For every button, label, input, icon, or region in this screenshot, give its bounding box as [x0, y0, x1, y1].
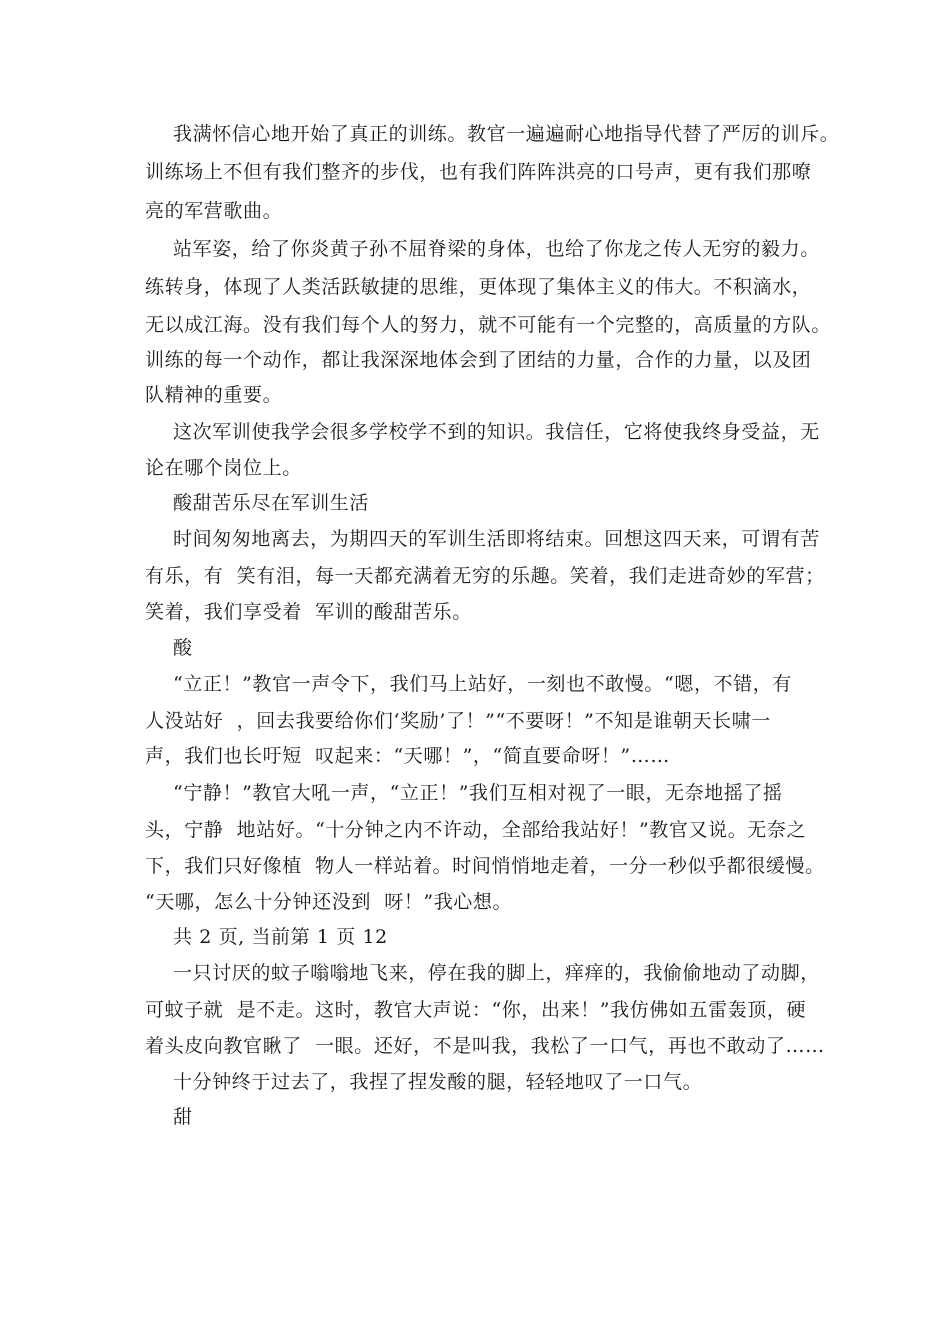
paragraph-line: 无以成江海。没有我们每个人的努力，就不可能有一个完整的，高质量的方队。 — [145, 314, 832, 336]
paragraph-line: 时间匆匆地离去，为期四天的军训生活即将结束。回想这四天来，可谓有苦 — [173, 528, 820, 550]
section-heading: 酸甜苦乐尽在军训生活 — [173, 492, 370, 514]
paragraph-line: 训练场上不但有我们整齐的步伐，也有我们阵阵洪亮的口号声，更有我们那嘹 — [145, 161, 812, 183]
paragraph-line: 下，我们只好像植 物人一样站着。时间悄悄地走着，一分一秒似乎都很缓慢。 — [145, 855, 825, 877]
paragraph-line: 训练的每一个动作，都让我深深地体会到了团结的力量，合作的力量，以及团 — [145, 349, 812, 371]
paragraph-line: 着头皮向教官瞅了 一眼。还好，不是叫我，我松了一口气，再也不敢动了…… — [145, 1035, 825, 1057]
paragraph-line: “天哪，怎么十分钟还没到 呀！”我心想。 — [145, 891, 513, 913]
paragraph-line: 论在哪个岗位上。 — [145, 457, 302, 479]
paragraph-line: 练转身，体现了人类活跃敏捷的思维，更体现了集体主义的伟大。不积滴水， — [145, 276, 812, 298]
page-counter: 共 2 页, 当前第 1 页 12 — [173, 926, 388, 948]
paragraph-line: 站军姿，给了你炎黄子孙不屈脊梁的身体，也给了你龙之传人无穷的毅力。 — [173, 238, 820, 260]
paragraph-line: 笑着，我们享受着 军训的酸甜苦乐。 — [145, 601, 472, 623]
paragraph-line: 这次军训使我学会很多学校学不到的知识。我信任，它将使我终身受益，无 — [173, 421, 820, 443]
paragraph-line: “宁静！”教官大吼一声，“立正！”我们互相对视了一眼，无奈地摇了摇 — [173, 782, 783, 804]
paragraph-line: 头，宁静 地站好。“十分钟之内不许动，全部给我站好！”教官又说。无奈之 — [145, 819, 807, 841]
paragraph-line: 有乐，有 笑有泪，每一天都充满着无穷的乐趣。笑着，我们走进奇妙的军营； — [145, 565, 825, 587]
paragraph-line: “立正！”教官一声令下，我们马上站好，一刻也不敢慢。“嗯，不错，有 — [173, 673, 792, 695]
subsection-heading: 甜 — [173, 1106, 193, 1128]
paragraph-line: 可蚊子就 是不走。这时，教官大声说：“你，出来！”我仿佛如五雷轰顶，硬 — [145, 999, 807, 1021]
paragraph-line: 我满怀信心地开始了真正的训练。教官一遍遍耐心地指导代替了严厉的训斥。 — [173, 123, 840, 145]
subsection-heading: 酸 — [173, 637, 193, 659]
paragraph-line: 声，我们也长吁短 叹起来：“天哪！”，“简直要命呀！”…… — [145, 745, 670, 767]
paragraph-line: 人没站好 ，回去我要给你们‘奖励’了！”“不要呀！”不知是谁朝天长啸一 — [145, 710, 771, 732]
paragraph-line: 队精神的重要。 — [145, 384, 283, 406]
paragraph-line: 亮的军营歌曲。 — [145, 200, 283, 222]
paragraph-line: 十分钟终于过去了，我捏了捏发酸的腿，轻轻地叹了一口气。 — [173, 1071, 703, 1093]
paragraph-line: 一只讨厌的蚊子嗡嗡地飞来，停在我的脚上，痒痒的，我偷偷地动了动脚， — [173, 962, 820, 984]
